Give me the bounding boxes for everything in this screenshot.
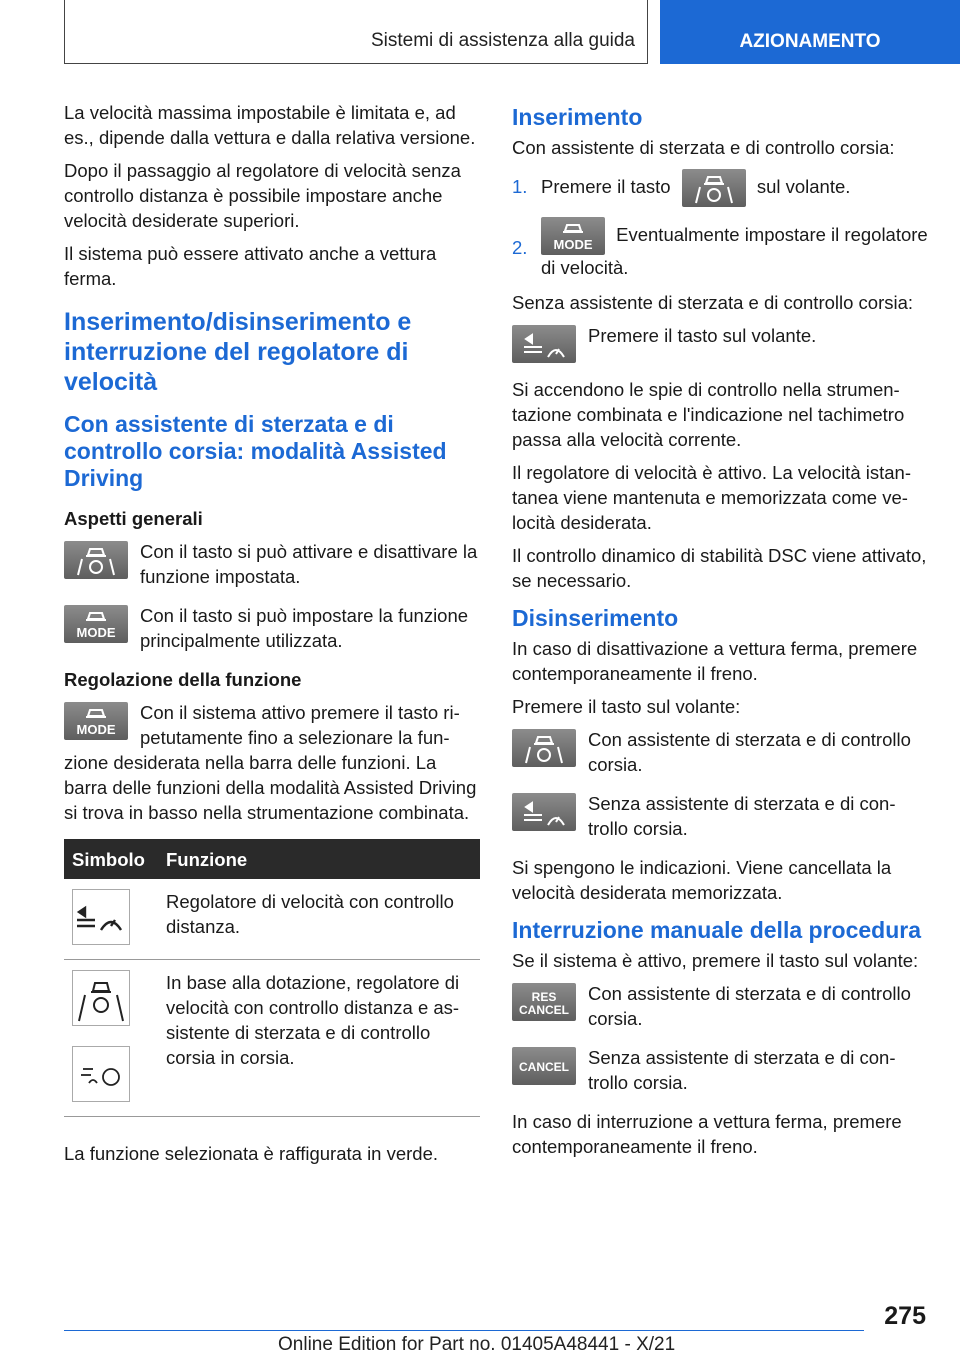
- regulation-text: Con il sistema attivo premere il tasto ripetutamente fino a selezionare la funzione desiderata nella barra delle funzioni. La barra delle funzioni della modalità Assisted Driving si trova in basso nella strumentazione combinata.: [64, 702, 477, 823]
- table-row: [64, 960, 480, 1117]
- mode-label: MODE: [553, 237, 593, 253]
- off-with-text: Con assistente di sterzata e di controllo corsia.: [588, 729, 911, 776]
- mode-label: MODE: [76, 722, 116, 737]
- general-row-2: [64, 603, 480, 653]
- step-number: 2.: [512, 237, 528, 259]
- function-table: [64, 839, 480, 1117]
- press-wheel-text: Premere il tasto sul volante.: [588, 325, 817, 347]
- steering-assist-button-icon: [682, 169, 746, 207]
- int-with-text: Con assistente di sterzata e di controllo corsia.: [588, 983, 911, 1030]
- footer-edition: Online Edition for Part no. 01405A48441 - X/21: [278, 1334, 676, 1355]
- heading-activation: Inserimento: [512, 104, 643, 130]
- general-text-1: Con il tasto si può attivare e disattivare la funzione impostata.: [140, 541, 478, 587]
- right-column: [512, 100, 928, 1167]
- cruise-control-button-icon: [512, 325, 576, 363]
- off-without-row: [512, 791, 928, 841]
- section-heading: Inserimento/disinserimento e interruzione del regolatore di velocità: [64, 308, 412, 396]
- table-row: [64, 879, 480, 960]
- off-result-text: Si spengono le indicazioni. Viene cancellata la velocità desiderata memorizzata.: [512, 857, 892, 904]
- general-row-1: [64, 539, 480, 589]
- subsection-heading-assisted: Con assistente di sterzata e di controllo corsia: modalità Assisted Driving: [64, 411, 447, 491]
- step-number: 1.: [512, 176, 528, 197]
- off-without-text: Senza assistente di sterzata e di controllo corsia.: [588, 793, 896, 840]
- mode-button-icon: [541, 217, 605, 255]
- heading-deactivation: Disinserimento: [512, 605, 679, 632]
- col-symbol-header: Simbolo: [64, 839, 158, 879]
- activation-steps: [512, 168, 928, 280]
- cancel-label: CANCEL: [519, 1003, 569, 1018]
- dsc-text: Il controllo dinamico di stabilità DSC viene attivato, se necessario.: [512, 545, 927, 592]
- int-press-text: Se il sistema è attivo, premere il tasto sul volante:: [512, 950, 919, 972]
- table-cell-function-1: Regolatore di velocità con controllo distanza.: [158, 879, 480, 960]
- header-section-title: Sistemi di assistenza alla guida: [370, 30, 635, 51]
- page-number: 275: [884, 1302, 926, 1330]
- left-column: [64, 100, 480, 1174]
- mode-label: MODE: [76, 625, 116, 640]
- int-without-row: [512, 1045, 928, 1095]
- with-assist-label: Con assistente di sterzata e di controllo corsia:: [512, 137, 895, 158]
- closing-text: La funzione selezionata è raffigurata in verde.: [64, 1143, 439, 1164]
- cancel-label: CANCEL: [519, 1060, 569, 1075]
- table-cell-function-2: In base alla dotazione, regolatore di velocità con controllo distanza e assistente di sterzata e di controllo corsia in corsia.: [158, 960, 480, 1117]
- mode-button-icon: [64, 605, 128, 643]
- heading-interrupt: Interruzione manuale della procedura: [512, 917, 921, 944]
- lane-assist-symbol-icon: [72, 970, 130, 1026]
- cancel-button-icon: [512, 1047, 576, 1085]
- mode-button-icon: [64, 702, 128, 740]
- steering-assist-button-icon: [512, 729, 576, 767]
- active-text: Il regolatore di velocità è attivo. La velocità istantanea viene mantenuta e memorizzata come velocità desiderata.: [512, 462, 911, 534]
- res-label: RES: [531, 990, 557, 1005]
- cruise-steering-symbol-icon: [72, 1046, 130, 1102]
- int-with-row: [512, 981, 928, 1031]
- distance-cruise-symbol-icon: [72, 889, 130, 945]
- intro-paragraph-3: Il sistema può essere attivato anche a vettura ferma.: [64, 243, 437, 289]
- intro-paragraph-2: Dopo il passaggio al regolatore di velocità senza controllo distanza è possibile impostare anche velocità desiderate superiori.: [64, 160, 461, 231]
- col-function-header: Funzione: [158, 839, 480, 879]
- header-chapter-tab: AZIONAMENTO: [660, 0, 960, 64]
- regulation-block: [64, 700, 480, 825]
- list-item: 1. Premere il tasto sul volante.: [512, 168, 928, 207]
- cruise-control-button-icon: [512, 793, 576, 831]
- intro-paragraph-1: La velocità massima impostabile è limitata e, ad es., dipende dalla vettura e dalla relativa versione.: [64, 102, 476, 148]
- list-item: 2. MODE Eventualmente impostare il regolatore di velocità.: [512, 217, 928, 280]
- off-press-text: Premere il tasto sul volante:: [512, 696, 741, 718]
- without-assist-label: Senza assistente di sterzata e di controllo corsia:: [512, 292, 914, 314]
- footer-divider: [64, 1330, 864, 1331]
- heading-regulation: Regolazione della funzione: [64, 669, 302, 690]
- general-text-2: Con il tasto si può impostare la funzione principalmente utilizzata.: [140, 605, 469, 651]
- int-stop-text: In caso di interruzione a vettura ferma, premere contemporaneamente il freno.: [512, 1111, 902, 1158]
- cruise-press-row: [512, 323, 928, 363]
- res-cancel-button-icon: [512, 983, 576, 1021]
- steering-assist-button-icon: [64, 541, 128, 579]
- off-stop-text: In caso di disattivazione a vettura ferma, premere contemporaneamente il freno.: [512, 638, 918, 685]
- int-without-text: Senza assistente di sterzata e di controllo corsia.: [588, 1047, 896, 1094]
- off-with-row: [512, 727, 928, 777]
- lights-text: Si accendono le spie di controllo nella strumentazione combinata e l'indicazione nel tachimetro passa alla velocità corrente.: [512, 379, 905, 451]
- heading-general: Aspetti generali: [64, 508, 203, 529]
